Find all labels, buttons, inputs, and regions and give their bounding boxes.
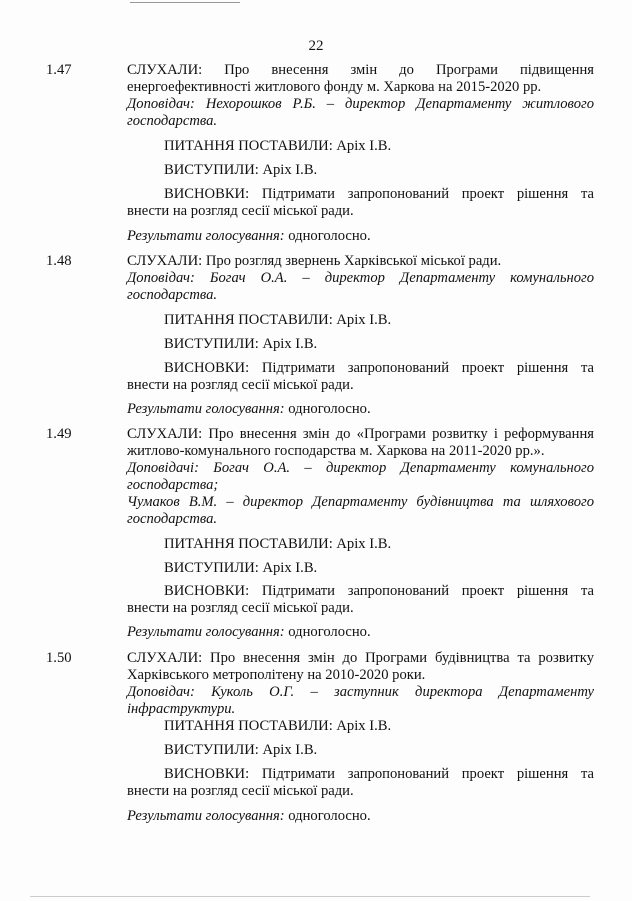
spoke-text: ВИСТУПИЛИ: Аріх І.В. — [164, 560, 318, 576]
vote-label: Результати голосування: — [127, 624, 285, 640]
speaker-text: Доповідачі: Богач О.А. – директор Департаменту комунального — [127, 460, 594, 476]
item-number: 1.49 — [46, 426, 72, 442]
speaker-text-cont: інфраструктури. — [127, 701, 236, 717]
vote-label: Результати голосування: — [127, 228, 285, 244]
vote-value: одноголосно. — [288, 401, 371, 417]
speaker-text-cont: господарства. — [127, 113, 218, 129]
speaker-text-cont: господарства; — [127, 477, 219, 493]
page-number: 22 — [308, 38, 324, 54]
vote-label: Результати голосування: — [127, 808, 285, 824]
conclusion-text — [127, 186, 594, 220]
spoke-text: ВИСТУПИЛИ: Аріх І.В. — [164, 162, 318, 178]
heard-text-cont: енергоефективності житлового фонду м. Харкова на 2015-2020 рр. — [127, 79, 542, 95]
conclusion-line-cont: внести на розгляд сесії міської ради. — [127, 783, 354, 799]
raised-text: ПИТАННЯ ПОСТАВИЛИ: Аріх І.В. — [164, 138, 392, 154]
conclusion-line: ВИСНОВКИ: Підтримати запропонований проект рішення та — [164, 360, 594, 376]
top-rule — [130, 2, 240, 3]
speaker-text-cont: господарства. — [127, 287, 218, 303]
item-number: 1.48 — [46, 253, 72, 269]
heard-text: СЛУХАЛИ: Про розгляд звернень Харківської міської ради. — [127, 253, 502, 269]
heard-text-cont: Харківського метрополітену на 2010-2020 роки. — [127, 667, 426, 683]
bottom-rule — [30, 896, 590, 897]
conclusion-text — [127, 360, 594, 394]
conclusion-line-cont: внести на розгляд сесії міської ради. — [127, 600, 354, 616]
vote-result — [127, 808, 594, 825]
vote-result — [127, 228, 594, 245]
spoke-text: ВИСТУПИЛИ: Аріх І.В. — [164, 742, 318, 758]
conclusion-text — [127, 766, 594, 800]
conclusion-line-cont: внести на розгляд сесії міської ради. — [127, 377, 354, 393]
speaker-text: Доповідач: Богач О.А. – директор Департаменту комунального — [127, 270, 594, 286]
conclusion-line: ВИСНОВКИ: Підтримати запропонований проект рішення та — [164, 186, 594, 202]
raised-text: ПИТАННЯ ПОСТАВИЛИ: Аріх І.В. — [164, 718, 392, 734]
conclusion-text — [127, 583, 594, 617]
heard-text: СЛУХАЛИ: Про внесення змін до Програми будівництва та розвитку — [127, 650, 594, 666]
speaker2-text-cont: господарства. — [127, 511, 218, 527]
vote-value: одноголосно. — [288, 228, 371, 244]
spoke-text: ВИСТУПИЛИ: Аріх І.В. — [164, 336, 318, 352]
heard-text: СЛУХАЛИ: Про внесення змін до «Програми розвитку і реформування — [127, 426, 594, 442]
speaker2-text: Чумаков В.М. – директор Департаменту будівництва та шляхового — [127, 494, 594, 510]
raised-text: ПИТАННЯ ПОСТАВИЛИ: Аріх І.В. — [164, 536, 392, 552]
heard-text: СЛУХАЛИ: Про внесення змін до Програми підвищення — [127, 62, 594, 78]
vote-value: одноголосно. — [288, 624, 371, 640]
vote-value: одноголосно. — [288, 808, 371, 824]
heard-text-cont: житлово-комунального господарства м. Харкова на 2011-2020 рр.». — [127, 443, 545, 459]
speaker-text: Доповідач: Куколь О.Г. – заступник директора Департаменту — [127, 684, 594, 700]
vote-result — [127, 401, 594, 418]
raised-text: ПИТАННЯ ПОСТАВИЛИ: Аріх І.В. — [164, 312, 392, 328]
vote-label: Результати голосування: — [127, 401, 285, 417]
speaker-text: Доповідач: Нехорошков Р.Б. – директор Департаменту житлового — [127, 96, 594, 112]
conclusion-line-cont: внести на розгляд сесії міської ради. — [127, 203, 354, 219]
conclusion-line: ВИСНОВКИ: Підтримати запропонований проект рішення та — [164, 583, 594, 599]
item-number: 1.47 — [46, 62, 72, 78]
vote-result — [127, 624, 594, 641]
conclusion-line: ВИСНОВКИ: Підтримати запропонований проект рішення та — [164, 766, 594, 782]
item-number: 1.50 — [46, 650, 72, 666]
